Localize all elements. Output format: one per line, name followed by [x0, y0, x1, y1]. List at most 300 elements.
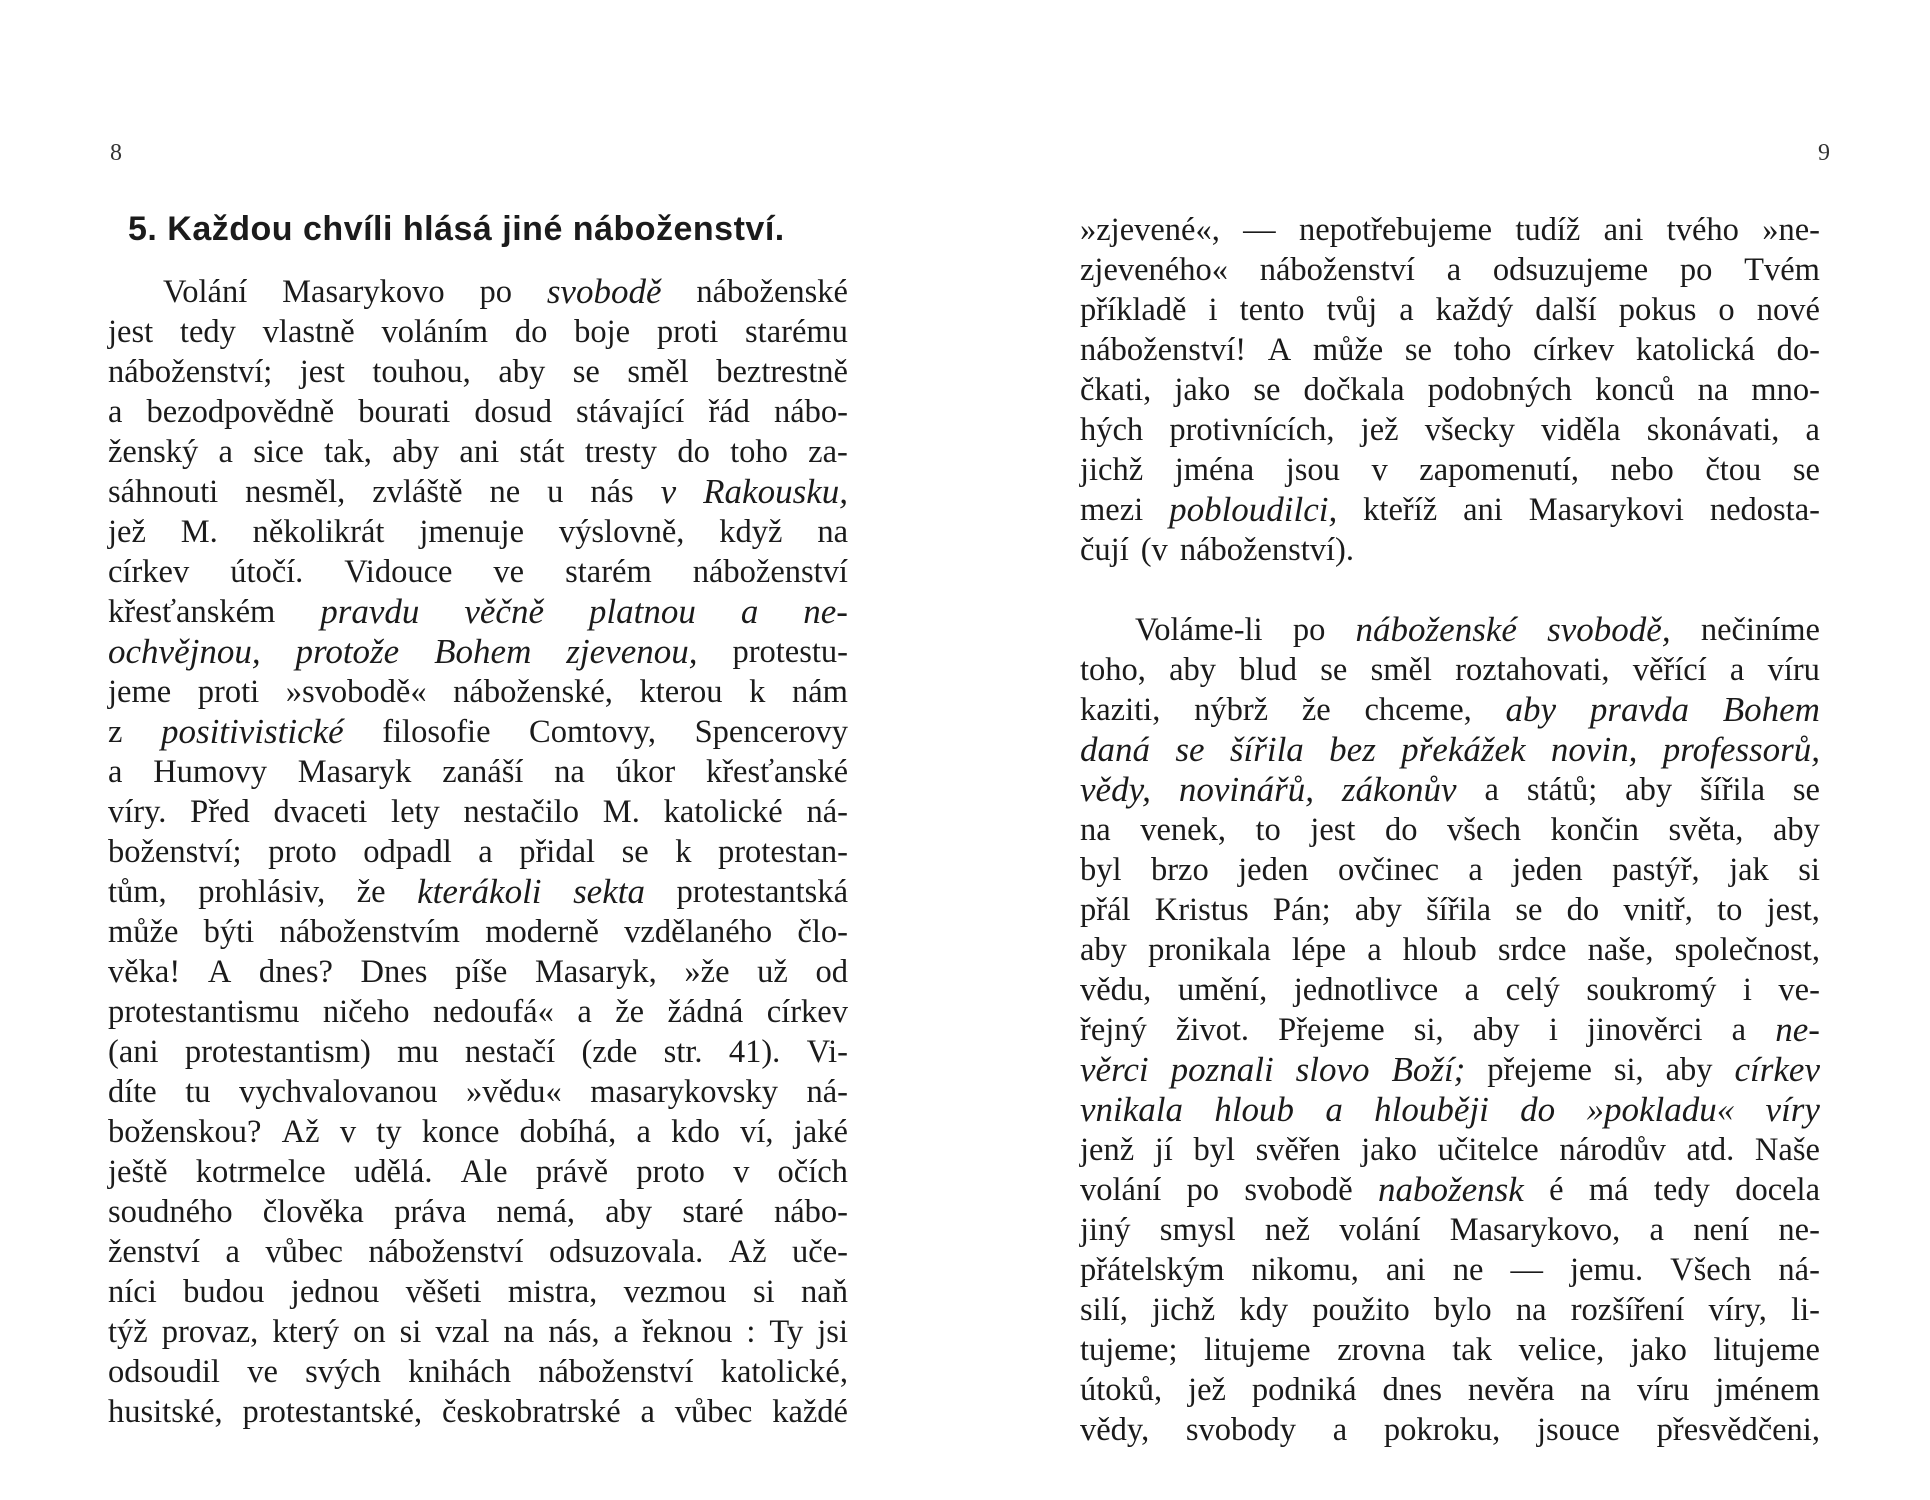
text-line	[1080, 330, 1820, 370]
word: úkor	[615, 754, 676, 790]
word: nikomu,	[1251, 1252, 1359, 1288]
word: touhou,	[372, 354, 471, 390]
word: husitské,	[108, 1394, 223, 1430]
emphasized-word: platnou	[588, 592, 696, 631]
word: podniká	[1251, 1372, 1357, 1408]
emphasized-word: professorů,	[1662, 730, 1820, 769]
word: stát	[519, 434, 565, 470]
word: po	[1186, 1172, 1220, 1208]
word: roztahovati,	[1455, 652, 1610, 688]
word: a	[225, 1234, 240, 1270]
word: konců	[1595, 372, 1675, 408]
emphasized-word: vědy,	[1080, 770, 1151, 809]
emphasized-word: hlouběji	[1374, 1090, 1489, 1129]
word: to	[1717, 892, 1743, 928]
word: ovčinec	[1337, 852, 1439, 888]
word: ná-	[1778, 1252, 1820, 1288]
word: po	[479, 274, 512, 310]
word: příkladě	[1080, 292, 1187, 328]
word: Masarykovo,	[1449, 1212, 1621, 1248]
word: nýbrž	[1194, 692, 1269, 728]
word: si	[752, 1274, 775, 1310]
word: brzo	[1150, 852, 1209, 888]
word: odsuzujeme	[1492, 252, 1649, 288]
emphasized-word: ne-	[803, 592, 848, 631]
word: beztrestně	[716, 354, 848, 390]
word: tudíž	[1515, 212, 1581, 248]
word: uče-	[792, 1234, 848, 1270]
word: protestantská	[676, 874, 848, 910]
word: žádná	[667, 994, 744, 1030]
word: svých	[305, 1354, 381, 1390]
word: a	[1367, 932, 1382, 968]
word: a	[1446, 252, 1462, 288]
text-line	[1080, 850, 1820, 890]
word: každý	[1435, 292, 1514, 328]
word: zvláště	[372, 474, 463, 510]
word: M.	[180, 514, 218, 550]
word: nedosta-	[1709, 492, 1820, 528]
word: Vi-	[806, 1034, 848, 1070]
word: u	[547, 474, 564, 510]
text-line	[108, 552, 848, 592]
emphasized-word: slovo	[1295, 1050, 1370, 1089]
word: ve-	[1778, 972, 1820, 1008]
word: další	[1535, 292, 1597, 328]
word: dnes?	[258, 954, 333, 990]
word: aby	[1354, 892, 1402, 928]
word: svobody	[1185, 1412, 1297, 1448]
word: šířila	[1700, 772, 1765, 808]
word: ve	[247, 1354, 278, 1390]
word: jichž	[1080, 452, 1144, 488]
word: byl	[1193, 1132, 1235, 1168]
word: lépe	[1291, 932, 1347, 968]
page-number-left: 8	[110, 140, 122, 166]
emphasized-word: svobodě	[546, 272, 662, 311]
word: díte	[108, 1074, 157, 1110]
word: prohlásiv,	[198, 874, 326, 910]
word: států;	[1526, 772, 1598, 808]
emphasized-word: pobloudilci,	[1169, 490, 1338, 529]
word: nám	[791, 674, 848, 710]
word: církev	[1533, 332, 1615, 368]
word: tedy	[179, 314, 236, 350]
word: naň	[801, 1274, 848, 1310]
word: řád	[708, 394, 750, 430]
word: náboženství!	[1080, 332, 1247, 368]
word: si	[399, 1314, 422, 1350]
word: byl	[1080, 852, 1122, 888]
word: může	[108, 914, 179, 950]
emphasized-word: daná	[1080, 730, 1150, 769]
word: protestu-	[732, 634, 848, 670]
emphasized-word: Rakousku,	[703, 472, 848, 511]
word: nedoufá«	[432, 994, 554, 1030]
page-number-right: 9	[1818, 140, 1830, 166]
word: jest	[1310, 812, 1356, 848]
word: končin	[1550, 812, 1639, 848]
word: vědu,	[1080, 972, 1152, 1008]
word: náboženstvím	[279, 914, 460, 950]
word: víry,	[1708, 1292, 1767, 1328]
word: si,	[1613, 1052, 1644, 1088]
emphasized-word: vnikala	[1080, 1090, 1184, 1129]
text-line	[108, 912, 848, 952]
word: Masarykovo	[282, 274, 445, 310]
word: —	[1243, 212, 1276, 248]
word: lety	[391, 794, 440, 830]
word: budou	[183, 1274, 265, 1310]
word: dnes	[1382, 1372, 1443, 1408]
text-line	[1080, 810, 1820, 850]
word: litujeme	[1204, 1332, 1311, 1368]
word: —	[1510, 1252, 1543, 1288]
word: litujeme	[1713, 1332, 1820, 1368]
emphasized-word: v	[660, 472, 677, 511]
word: aby	[1169, 652, 1217, 688]
word: kteříž	[1363, 492, 1438, 528]
word: světa,	[1668, 812, 1744, 848]
word: aby	[1665, 1052, 1713, 1088]
word: a	[1484, 772, 1499, 808]
word: Spencerovy	[694, 714, 848, 750]
word: víry.	[108, 794, 167, 830]
word: mezi	[1080, 492, 1144, 528]
word: a	[218, 434, 233, 470]
text-line	[108, 1032, 848, 1072]
word: ne	[1452, 1252, 1484, 1288]
word: boženství;	[108, 834, 242, 870]
word: Volání	[163, 274, 248, 310]
word: Pán;	[1272, 892, 1331, 928]
word: knihách	[408, 1354, 512, 1390]
word: soudného	[108, 1194, 233, 1230]
text-line	[108, 952, 848, 992]
word: 41).	[728, 1034, 781, 1070]
text-line	[108, 1392, 848, 1432]
word: »svobodě«	[285, 674, 427, 710]
emphasized-word: Bohem	[1722, 690, 1820, 729]
word: volání	[1080, 1172, 1162, 1208]
word: na	[1080, 812, 1111, 848]
emphasized-word: zjevenou,	[566, 632, 698, 671]
word: aby	[605, 1194, 653, 1230]
emphasized-word: se	[1175, 730, 1205, 769]
word: útočí.	[230, 554, 304, 590]
word: provaz,	[161, 1314, 259, 1350]
word: církev	[108, 554, 190, 590]
word: jako	[1361, 1132, 1418, 1168]
word: směl	[627, 354, 689, 390]
text-line	[108, 352, 848, 392]
word: život.	[1175, 1012, 1250, 1048]
word: velice,	[1518, 1332, 1605, 1368]
word: Masarykovi	[1528, 492, 1684, 528]
emphasized-word: pravda	[1589, 690, 1689, 729]
text-line	[108, 1272, 848, 1312]
word: který	[272, 1314, 340, 1350]
word: konce	[421, 1114, 500, 1150]
word: práva	[394, 1194, 467, 1230]
word: jeden	[1512, 852, 1583, 888]
word: katolická	[1635, 332, 1755, 368]
word: masarykovsky	[590, 1074, 778, 1110]
word: a	[1649, 1212, 1664, 1248]
word: k	[749, 674, 766, 710]
text-line	[108, 712, 848, 752]
word: i	[1742, 972, 1752, 1008]
text-line	[1080, 610, 1820, 650]
word: pokroku,	[1383, 1412, 1501, 1448]
word: a	[108, 754, 123, 790]
word: vědy,	[1080, 1412, 1150, 1448]
word: li-	[1791, 1292, 1820, 1328]
word: jest,	[1766, 892, 1820, 928]
word: A	[1267, 332, 1292, 368]
word: tak,	[324, 434, 372, 470]
word: a	[640, 1394, 655, 1430]
word: národův	[1559, 1132, 1666, 1168]
text-line	[1080, 1250, 1820, 1290]
word: pokus	[1618, 292, 1697, 328]
word: (zde	[581, 1034, 638, 1070]
word: přidal	[519, 834, 596, 870]
word: jež	[1360, 412, 1399, 448]
word: každé	[772, 1394, 848, 1430]
emphasized-word: nabožensk	[1378, 1170, 1524, 1209]
word: do	[1384, 812, 1418, 848]
word: jaké	[793, 1114, 848, 1150]
word: člověka	[262, 1194, 364, 1230]
word: katolické	[663, 794, 783, 830]
word: svěřen	[1255, 1132, 1341, 1168]
word: jemu.	[1570, 1252, 1644, 1288]
word: Ty	[769, 1314, 804, 1350]
word: vůbec	[674, 1394, 753, 1430]
word: sáhnouti	[108, 474, 219, 510]
text-line	[1080, 1170, 1820, 1210]
word: skonávati,	[1646, 412, 1780, 448]
word: jak	[1729, 852, 1769, 888]
text-line	[108, 872, 848, 912]
word: za-	[808, 434, 848, 470]
emphasized-word: bez	[1329, 730, 1376, 769]
text-line	[108, 1352, 848, 1392]
word: věka!	[108, 954, 181, 990]
word: a	[478, 834, 493, 870]
word: do-	[1776, 332, 1820, 368]
text-line	[1080, 1130, 1820, 1170]
emphasized-word: novinářů,	[1178, 770, 1314, 809]
word: věřící	[1632, 652, 1707, 688]
word: jeme	[108, 674, 172, 710]
word: a	[1805, 412, 1820, 448]
emphasized-word: a	[740, 592, 759, 631]
emphasized-word: aby	[1505, 690, 1557, 729]
word: ženství	[108, 1234, 201, 1270]
word: soukromý	[1586, 972, 1717, 1008]
word: na	[1515, 1292, 1547, 1328]
word: »ne-	[1762, 212, 1820, 248]
word: toho	[730, 434, 788, 470]
emphasized-word: svobodě,	[1547, 610, 1671, 649]
word: náboženství).	[1179, 532, 1354, 568]
word: venek,	[1140, 812, 1226, 848]
word: níci	[108, 1274, 157, 1310]
text-line	[108, 512, 848, 552]
word: společnost,	[1674, 932, 1820, 968]
word: zanáší	[442, 754, 524, 790]
text-line	[108, 1232, 848, 1272]
emphasized-word: Boží;	[1391, 1050, 1466, 1089]
word: útoků,	[1080, 1372, 1163, 1408]
word: náboženské	[696, 274, 848, 310]
word: toho	[1453, 332, 1512, 368]
word: jako	[1174, 372, 1231, 408]
word: A	[207, 954, 232, 990]
text-line	[108, 1312, 848, 1352]
text-line	[1080, 890, 1820, 930]
word: není	[1693, 1212, 1750, 1248]
word: aby	[498, 354, 546, 390]
text-line	[108, 392, 848, 432]
word: nebo	[1610, 452, 1674, 488]
word: ná-	[806, 1074, 848, 1110]
word: toho,	[1080, 652, 1146, 688]
text-line	[108, 312, 848, 352]
left-page-text	[108, 272, 848, 1432]
word: vnitř,	[1623, 892, 1693, 928]
word: použito	[1312, 1292, 1410, 1328]
word: než	[1264, 1212, 1310, 1248]
word: Před	[190, 794, 250, 830]
word: Ale	[460, 1154, 508, 1190]
emphasized-word: ochvějnou,	[108, 632, 261, 671]
word: bourati	[358, 394, 451, 430]
word: řejný	[1080, 1012, 1147, 1048]
emphasized-word: pravdu	[320, 592, 420, 631]
word: aby	[392, 434, 440, 470]
word: :	[746, 1314, 756, 1350]
emphasized-word: kterákoli	[417, 872, 542, 911]
word: jsi	[817, 1314, 848, 1350]
text-line	[1080, 450, 1820, 490]
word: si	[1798, 852, 1820, 888]
word: on	[353, 1314, 386, 1350]
word: pastýř,	[1612, 852, 1700, 888]
word: jest	[108, 314, 154, 350]
word: vezmou	[623, 1274, 727, 1310]
text-line	[108, 632, 848, 672]
word: řeknou	[642, 1314, 733, 1350]
text-line	[1080, 690, 1820, 730]
word: udělá.	[353, 1154, 433, 1190]
emphasized-word: protože	[295, 632, 400, 671]
word: všecky	[1424, 412, 1515, 448]
word: kterou	[639, 674, 723, 710]
word: voláním	[381, 314, 489, 350]
word: náboženství;	[108, 354, 273, 390]
word: jichž	[1152, 1292, 1216, 1328]
word: protestan-	[717, 834, 848, 870]
text-line	[1080, 730, 1820, 770]
word: (ani	[108, 1034, 159, 1070]
word: nepotřebujeme	[1298, 212, 1493, 248]
emphasized-word: překážek	[1401, 730, 1526, 769]
word: mistra,	[507, 1274, 598, 1310]
word: ví,	[740, 1114, 774, 1150]
word: po	[1292, 612, 1326, 648]
word: od	[815, 954, 848, 990]
word: kaziti,	[1080, 692, 1161, 728]
word: vzdělaného	[624, 914, 773, 950]
word: protestantské,	[242, 1394, 423, 1430]
word: protestantismu	[108, 994, 300, 1030]
word: i	[1548, 1012, 1558, 1048]
word: ženský	[108, 434, 199, 470]
word: se	[1515, 892, 1543, 928]
word: odsuzovala.	[548, 1234, 704, 1270]
word: »že	[684, 954, 730, 990]
word: učitelce	[1437, 1132, 1539, 1168]
word: se	[621, 834, 649, 870]
emphasized-word: věrci	[1080, 1050, 1149, 1089]
word: hých	[1080, 412, 1144, 448]
word: silí,	[1080, 1292, 1128, 1328]
word: boje	[574, 314, 631, 350]
word: ve	[493, 554, 525, 590]
word: proto	[268, 834, 337, 870]
word: se	[1320, 652, 1348, 688]
word: staré	[682, 1194, 744, 1230]
word: se	[1792, 772, 1820, 808]
word: a	[1731, 1012, 1747, 1048]
word: jinověrci	[1587, 1012, 1703, 1048]
emphasized-word: novin,	[1550, 730, 1638, 769]
word: a	[636, 1114, 651, 1150]
word: Comtovy,	[529, 714, 657, 750]
word: proti	[656, 314, 719, 350]
word: se	[1404, 332, 1432, 368]
word: v	[733, 1154, 750, 1190]
word: protivnících,	[1169, 412, 1335, 448]
word: celý	[1505, 972, 1560, 1008]
word: do	[677, 434, 710, 470]
word: nestačí	[464, 1034, 556, 1070]
word: přál	[1080, 892, 1131, 928]
word: tak	[1452, 1332, 1492, 1368]
word: člo-	[797, 914, 848, 950]
word: podobných	[1427, 372, 1573, 408]
word: ani	[1385, 1252, 1426, 1288]
word: jména	[1174, 452, 1255, 488]
word: ani	[1463, 492, 1503, 528]
word: jeden	[1238, 852, 1309, 888]
word: nové	[1756, 292, 1820, 328]
word: bylo	[1433, 1292, 1492, 1328]
word: vlastně	[262, 314, 355, 350]
text-line	[1080, 1210, 1820, 1250]
word: jež	[1188, 1372, 1226, 1408]
word: Tvém	[1744, 252, 1820, 288]
text-line	[108, 1192, 848, 1232]
text-line	[1080, 650, 1820, 690]
text-line	[1080, 530, 1820, 570]
word: dosud	[474, 394, 552, 430]
word: odpadl	[363, 834, 452, 870]
word: jsouce	[1536, 1412, 1620, 1448]
